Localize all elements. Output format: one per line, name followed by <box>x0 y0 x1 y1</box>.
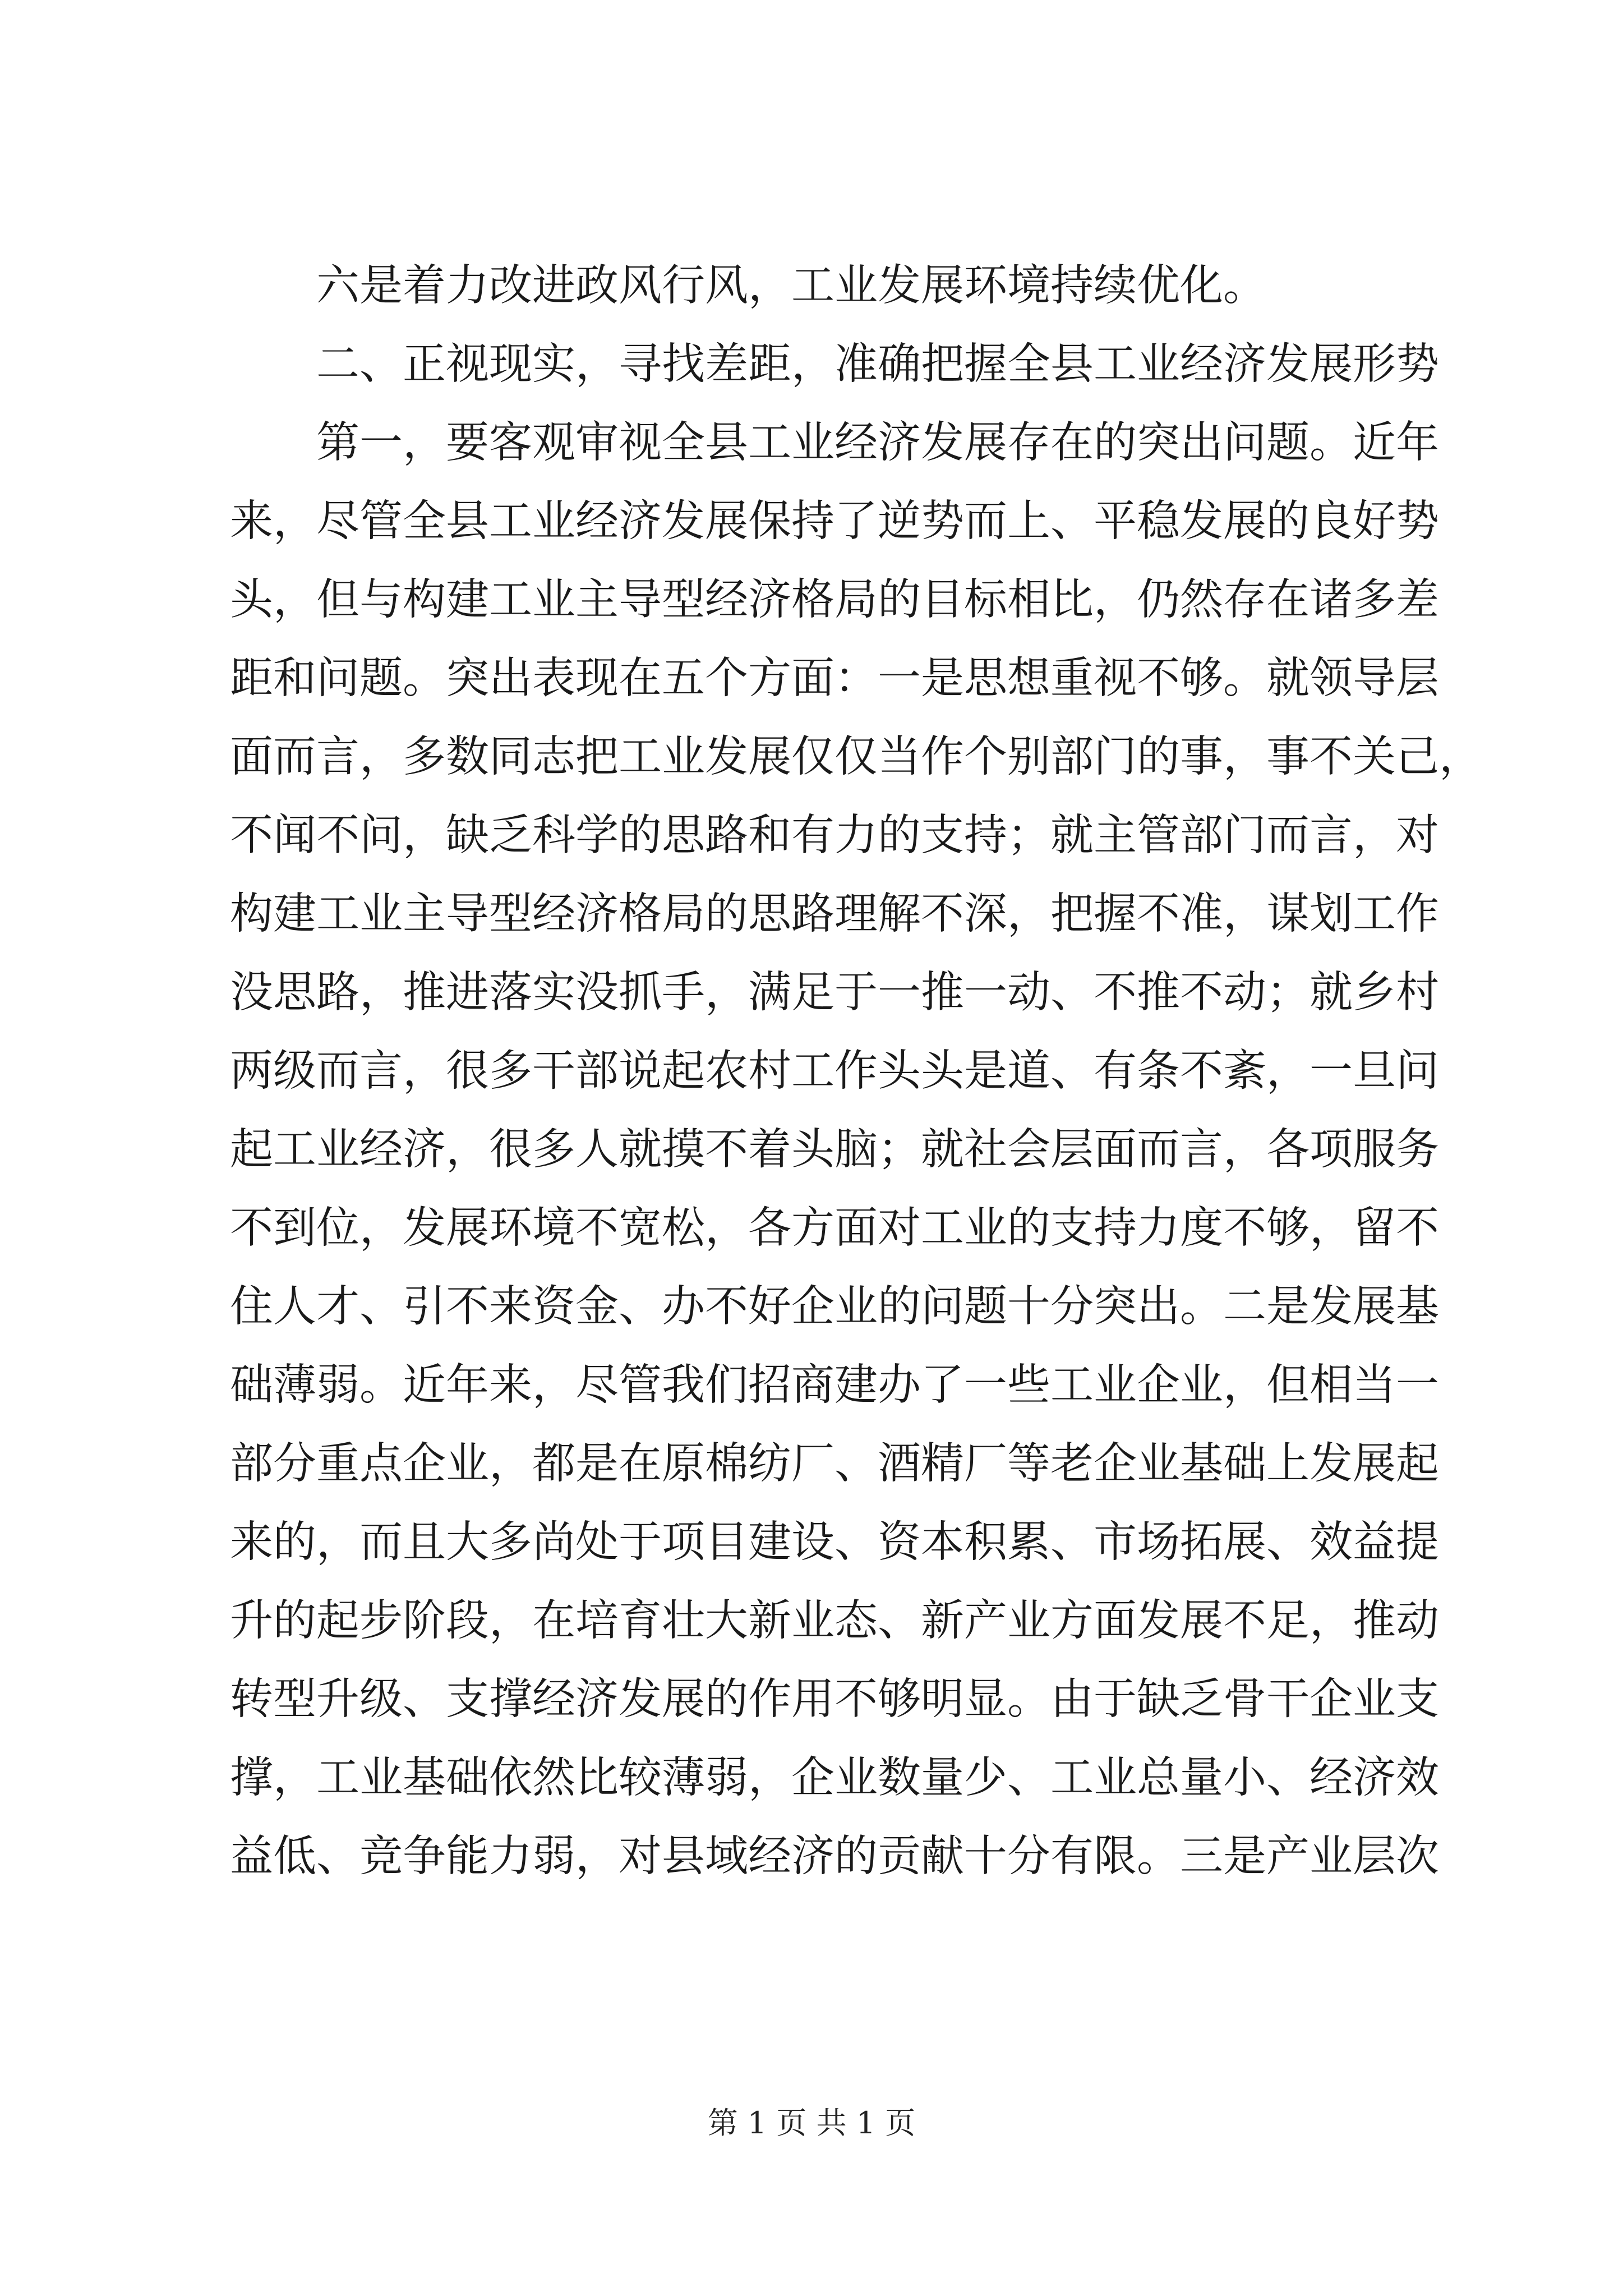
paragraph-line: 构建工业主导型经济格局的思路理解不深，把握不准，谋划工作 <box>230 889 1439 939</box>
paragraph-line: 面而言，多数同志把工业发展仅仅当作个别部门的事，事不关己， <box>230 732 1482 782</box>
section-heading: 二、正视现实，寻找差距，准确把握全县工业经济发展形势 <box>316 339 1439 389</box>
paragraph-line: 起工业经济，很多人就摸不着头脑；就社会层面而言，各项服务 <box>230 1125 1439 1175</box>
paragraph-line: 第一，要客观审视全县工业经济发展存在的突出问题。近年 <box>316 418 1439 468</box>
paragraph-line: 转型升级、支撑经济发展的作用不够明显。由于缺乏骨干企业支 <box>230 1674 1439 1724</box>
paragraph-line: 距和问题。突出表现在五个方面：一是思想重视不够。就领导层 <box>230 654 1439 703</box>
document-body <box>230 247 1482 1896</box>
paragraph-line: 部分重点企业，都是在原棉纺厂、酒精厂等老企业基础上发展起 <box>230 1439 1439 1489</box>
paragraph-line: 住人才、引不来资金、办不好企业的问题十分突出。二是发展基 <box>230 1282 1439 1332</box>
paragraph-line: 不闻不问，缺乏科学的思路和有力的支持；就主管部门而言，对 <box>230 811 1439 861</box>
page-footer: 第 1 页 共 1 页 <box>707 2105 916 2141</box>
paragraph-line: 头，但与构建工业主导型经济格局的目标相比，仍然存在诸多差 <box>230 575 1439 625</box>
paragraph-line: 撑，工业基础依然比较薄弱，企业数量少、工业总量小、经济效 <box>230 1753 1439 1803</box>
paragraph-line: 六是着力改进政风行风，工业发展环境持续优化。 <box>316 261 1266 311</box>
paragraph-line: 两级而言，很多干部说起农村工作头头是道、有条不紊，一旦问 <box>230 1046 1439 1096</box>
paragraph-line: 没思路，推进落实没抓手，满足于一推一动、不推不动；就乡村 <box>230 968 1439 1018</box>
paragraph-line: 不到位，发展环境不宽松，各方面对工业的支持力度不够，留不 <box>230 1203 1439 1253</box>
paragraph-line: 益低、竞争能力弱，对县域经济的贡献十分有限。三是产业层次 <box>230 1832 1439 1881</box>
paragraph-line: 升的起步阶段，在培育壮大新业态、新产业方面发展不足，推动 <box>230 1596 1439 1646</box>
paragraph-line: 来，尽管全县工业经济发展保持了逆势而上、平稳发展的良好势 <box>230 496 1439 546</box>
paragraph-line: 础薄弱。近年来，尽管我们招商建办了一些工业企业，但相当一 <box>230 1360 1439 1410</box>
paragraph-line: 来的，而且大多尚处于项目建设、资本积累、市场拓展、效益提 <box>230 1517 1439 1567</box>
